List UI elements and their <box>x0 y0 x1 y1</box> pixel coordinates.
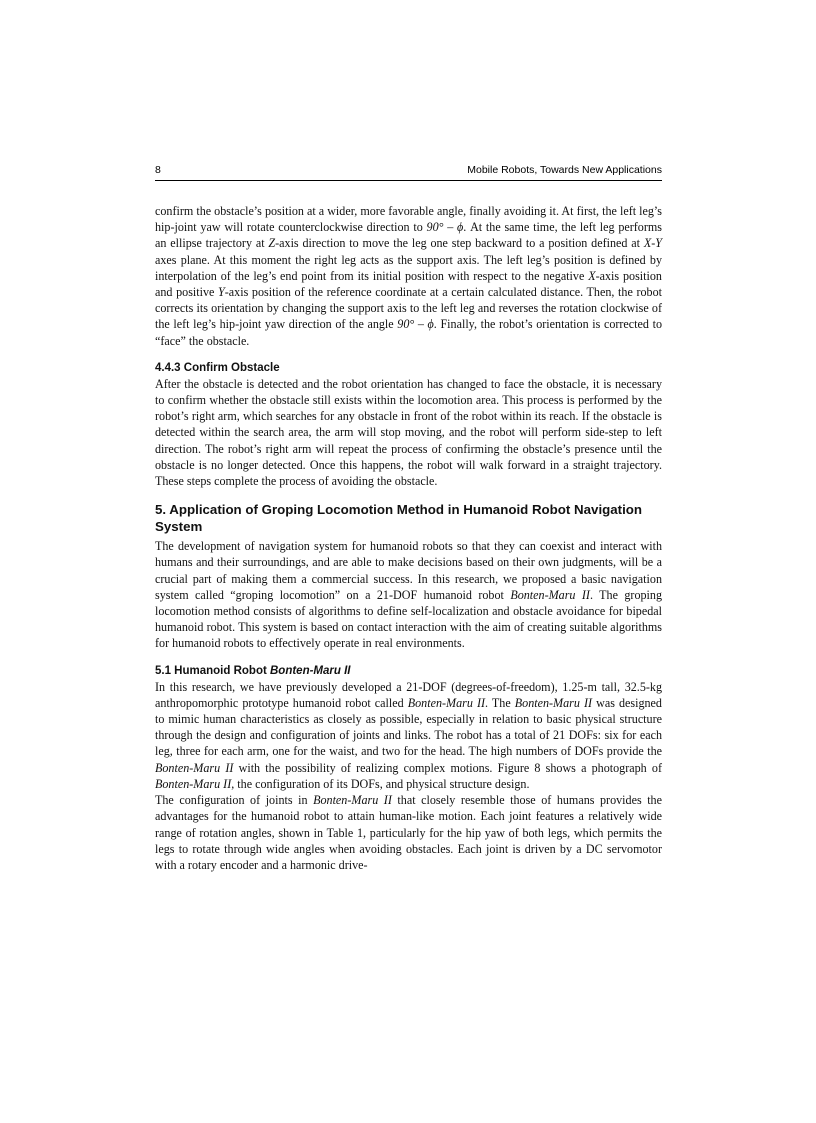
paragraph-continuation: confirm the obstacle’s position at a wider, more favorable angle, finally avoiding it. At first, the left leg’s hip-joint yaw will rotate counterclockwise direction to 90° – ϕ. At the same time, the left leg performs an ellipse trajectory at Z-axis direction to move the leg one step backward to a position defined at X-Y axes plane. At this moment the right leg acts as the support axis. The left leg’s position is defined by interpolation of the leg’s end point from its initial position with respect to the negative X-axis position and positive Y-axis position of the reference coordinate at a certain calculated distance. Then, the robot corrects its orientation by changing the support axis to the left leg and reverses the rotation clockwise of the left leg’s hip-joint yaw direction of the angle 90° – ϕ. Finally, the robot’s orientation is corrected to “face” the obstacle. <box>155 204 662 348</box>
running-header <box>155 164 662 180</box>
heading-5-1: 5.1 Humanoid Robot Bonten-Maru II <box>155 664 351 677</box>
paragraph-5-1-b: The configuration of joints in Bonten-Maru II that closely resemble those of humans provides the advantages for the humanoid robot to attain human-like motion. Each joint features a relatively wide range of rotation angles, shown in Table 1, particularly for the hip yaw of both legs, which permits the legs to rotate through wide angles when avoiding obstacles. Each joint is driven by a DC servomotor with a rotary encoder and a harmonic drive- <box>155 793 662 872</box>
book-title: Mobile Robots, Towards New Applications <box>467 164 662 176</box>
heading-4-4-3: 4.4.3 Confirm Obstacle <box>155 361 280 374</box>
heading-section-5: 5. Application of Groping Locomotion Method in Humanoid Robot Navigation System <box>155 502 643 534</box>
paragraph-5-1-a: In this research, we have previously developed a 21-DOF (degrees-of-freedom), 1.25-m tall, 32.5-kg anthropomorphic prototype humanoid robot called Bonten-Maru II. The Bonten-Maru II was designed to mimic human characteristics as closely as possible, especially in relation to basic physical structure through the design and configuration of joints and links. The robot has a total of 21 DOFs: six for each leg, three for each arm, one for the waist, and two for the head. The high numbers of DOFs provide the Bonten-Maru II with the possibility of realizing complex motions. Figure 8 shows a photograph of Bonten-Maru II, the configuration of its DOFs, and physical structure design. <box>155 679 662 791</box>
page-body <box>155 203 662 873</box>
paragraph-section-5: The development of navigation system for humanoid robots so that they can coexist and interact with humans and their surroundings, and are able to make decisions based on their own judgments, will be a crucial part of making them a commercial success. In this research, we proposed a basic navigation system called “groping locomotion” on a 21-DOF humanoid robot Bonten-Maru II. The groping locomotion method consists of algorithms to define self-localization and obstacle avoidance for bipedal humanoid robot. This system is based on contact interaction with the aim of creating suitable algorithms for humanoid robots to effectively operate in real environments. <box>155 539 662 651</box>
header-rule <box>155 180 662 181</box>
page-number: 8 <box>155 164 161 176</box>
paragraph-confirm-obstacle: After the obstacle is detected and the robot orientation has changed to face the obstacle, it is necessary to confirm whether the obstacle still exists within the locomotion area. This process is performed by the robot’s right arm, which searches for any obstacle in front of the robot within its reach. If the obstacle is detected within the search area, the arm will stop moving, and the robot will perform side-step to left direction. The robot’s right arm will repeat the process of confirming the obstacle’s presence until the obstacle is no longer detected. Once this happens, the robot will walk forward in a straight trajectory. These steps complete the process of avoiding the obstacle. <box>155 376 662 489</box>
